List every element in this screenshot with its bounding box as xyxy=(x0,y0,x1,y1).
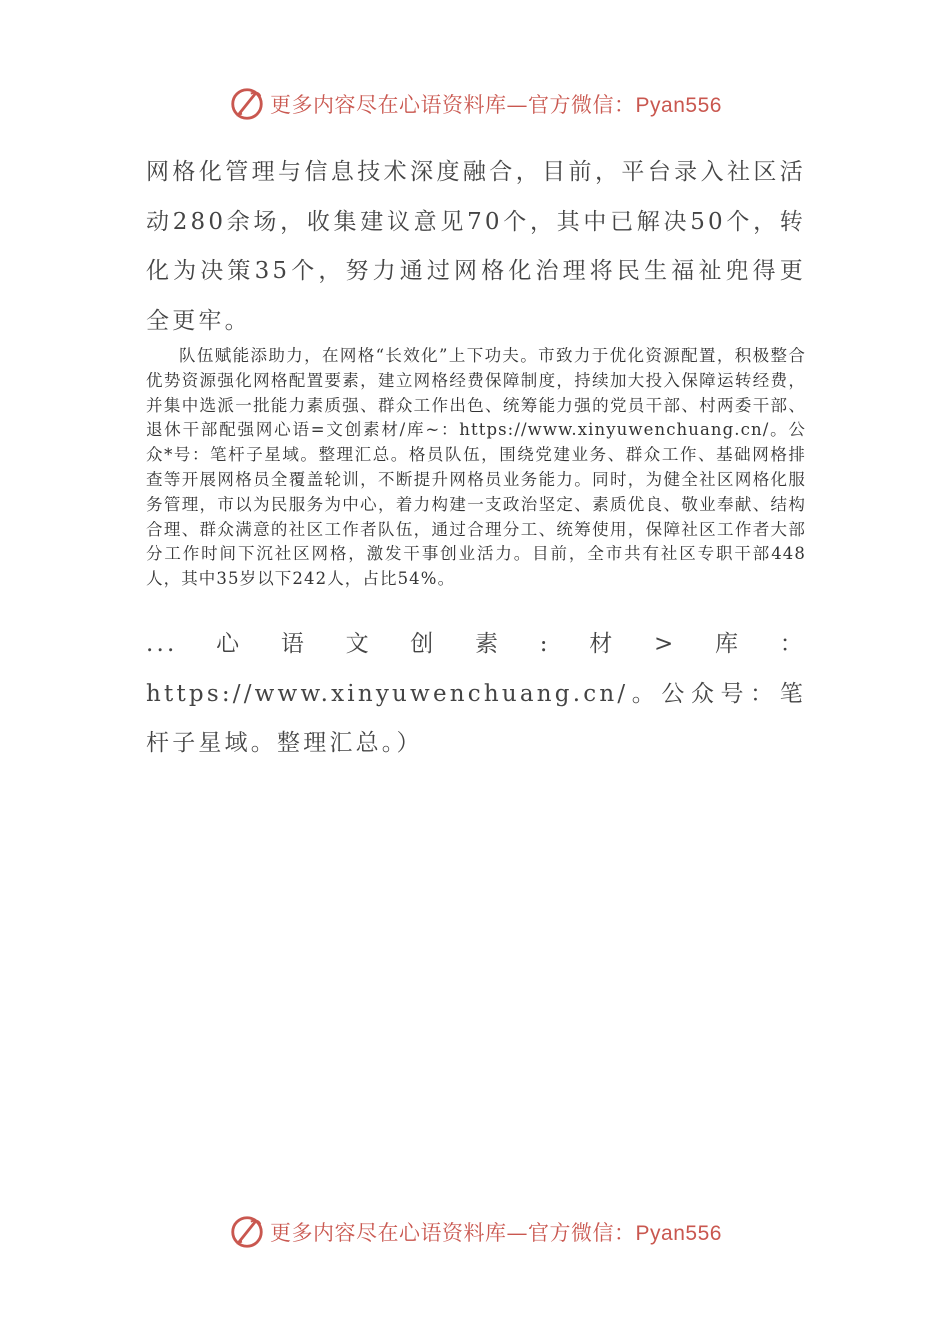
header-wechat-id: Pyan556 xyxy=(635,94,722,117)
footer-banner-text: 更多内容尽在心语资料库—官方微信： xyxy=(270,1221,636,1245)
pen-logo-icon xyxy=(228,85,266,123)
paragraph-1: 网格化管理与信息技术深度融合，目前，平台录入社区活动280余场，收集建议意见70个，其中已解决50个，转化为决策35个，努力通过网格化治理将民生福祉兜得更全更牢。 xyxy=(146,159,806,334)
footer-wechat-id: Pyan556 xyxy=(635,1222,722,1245)
header-banner-text: 更多内容尽在心语资料库—官方微信： xyxy=(270,93,636,117)
paragraph-2: 队伍赋能添助力，在网格“长效化”上下功夫。市致力于优化资源配置，积极整合优势资源强化网格配置要素，建立网格经费保障制度，持续加大投入保障运转经费，并集中选派一批能力素质强、群众工作出色、统筹能力强的党员干部、村两委干部、退休干部配强网心语=文创素材/库~：https://www.xinyuwenchuang.cn/。公众*号：笔杆子星域。整理汇总。格员队伍，围绕党建业务、群众工作、基础网格排查等开展网格员全覆盖轮训，不断提升网格员业务能力。同时，为健全社区网格化服务管理，市以为民服务为中心，着力构建一支政治坚定、素质优良、敬业奉献、结构合理、群众满意的社区工作者队伍，通过合理分工、统筹使用，保障社区工作者大部分工作时间下沉社区网格，激发干事创业活力。目前，全市共有社区专职干部448人，其中35岁以下242人，占比54%。 xyxy=(146,346,806,589)
footer-banner xyxy=(0,1210,950,1254)
paragraph-3: ...心语文创素:材>库：https://www.xinyuwenchuang.cn/。公众号：笔杆子星域。整理汇总。） xyxy=(146,631,806,756)
pen-logo-icon xyxy=(228,1213,266,1251)
header-banner xyxy=(0,82,950,126)
